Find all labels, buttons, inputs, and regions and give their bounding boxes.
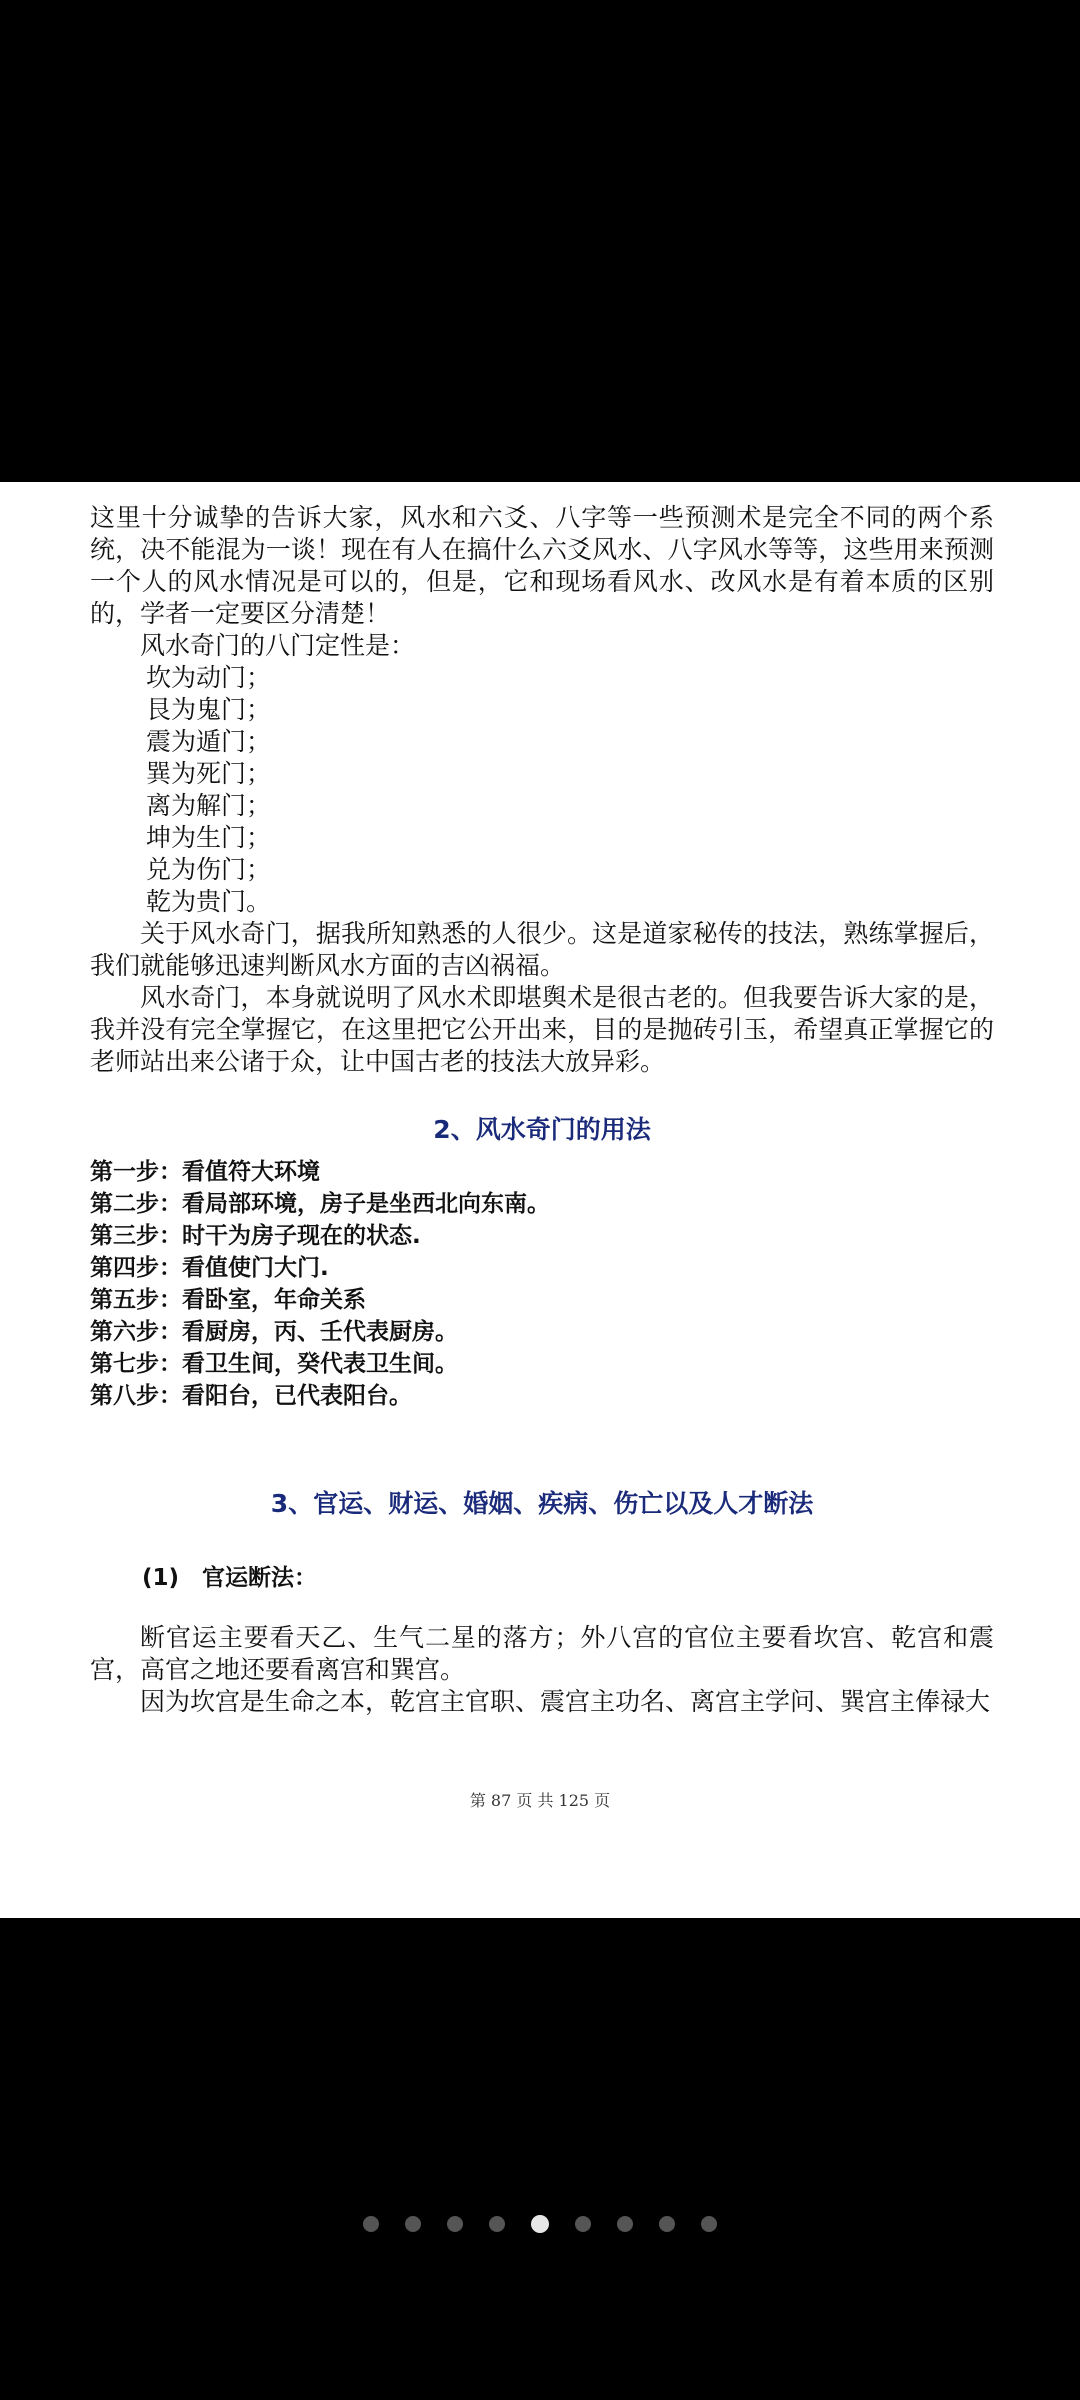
step-item: 第三步：时干为房子现在的状态. [90,1223,421,1249]
paragraph-kan-palace: 因为坎宫是生命之本，乾宫主官职、震宫主功名、离宫主学问、巽宫主俸禄大 [140,1687,991,1716]
paragraph-intro: 这里十分诚挚的告诉大家，风水和六爻、八字等一些预测术是完全不同的两个系统，决不能混为一谈！现在有人在搞什么六爻风水、八字风水等等，这些用来预测一个人的风水情况是可以的，但是，它和现场看风水、改风水是有着本质的区别的，学者一定要区分清楚！ [90,503,994,628]
step-item: 第一步：看值符大环境 [90,1159,320,1185]
step-item: 第七步：看卫生间，癸代表卫生间。 [90,1351,458,1377]
paragraph-official-luck: 断官运主要看天乙、生气二星的落方；外八宫的官位主要看坎宫、乾宫和震宫，高官之地还要看离宫和巽宫。 [90,1623,994,1684]
step-item: 第二步：看局部环境，房子是坐西北向东南。 [90,1191,550,1217]
page-dot[interactable] [617,2216,633,2232]
list-item: 艮为鬼门； [146,695,272,724]
page-indicator[interactable] [0,2212,1080,2236]
paragraph-fengshui-qimen: 关于风水奇门，据我所知熟悉的人很少。这是道家秘传的技法，熟练掌握后，我们就能够迅速判断风水方面的吉凶祸福。 [90,919,994,980]
list-item: 离为解门； [146,791,272,820]
list-item: 坤为生门； [146,823,272,852]
list-item: 乾为贵门。 [146,887,272,916]
page-dot[interactable] [447,2216,463,2232]
list-item: 坎为动门； [146,663,272,692]
document-page[interactable] [0,482,1080,1918]
step-item: 第四步：看值使门大门. [90,1255,329,1281]
steps-list [90,1156,994,1412]
list-item: 巽为死门； [146,759,272,788]
page-dot-active[interactable] [531,2215,549,2233]
paragraph-eight-doors-intro: 风水奇门的八门定性是： [140,631,416,660]
list-item: 震为遁门； [146,727,272,756]
section-2-heading: 2、风水奇门的用法 [433,1115,651,1144]
page-dot[interactable] [405,2216,421,2232]
paragraph-fengshui-ancient: 风水奇门，本身就说明了风水术即堪舆术是很古老的。但我要告诉大家的是，我并没有完全掌握它，在这里把它公开出来，目的是抛砖引玉，希望真正掌握它的老师站出来公诸于众，让中国古老的技法大放异彩。 [90,983,994,1076]
page-dot[interactable] [363,2216,379,2232]
step-item: 第八步：看阳台，已代表阳台。 [90,1383,412,1409]
page-dot[interactable] [701,2216,717,2232]
section-3-heading: 3、官运、财运、婚姻、疾病、伤亡以及人才断法 [270,1489,814,1518]
page-dot[interactable] [575,2216,591,2232]
page-dot[interactable] [659,2216,675,2232]
list-item: 兑为伤门； [146,855,272,884]
eight-doors-list [90,662,994,918]
page-dot[interactable] [489,2216,505,2232]
step-item: 第六步：看厨房，丙、壬代表厨房。 [90,1319,458,1345]
page-footer: 第 87 页 共 125 页 [469,1791,611,1810]
subsection-heading: (1) 官运断法： [142,1565,318,1591]
step-item: 第五步：看卧室，年命关系 [90,1287,366,1313]
page-content [90,502,994,1718]
